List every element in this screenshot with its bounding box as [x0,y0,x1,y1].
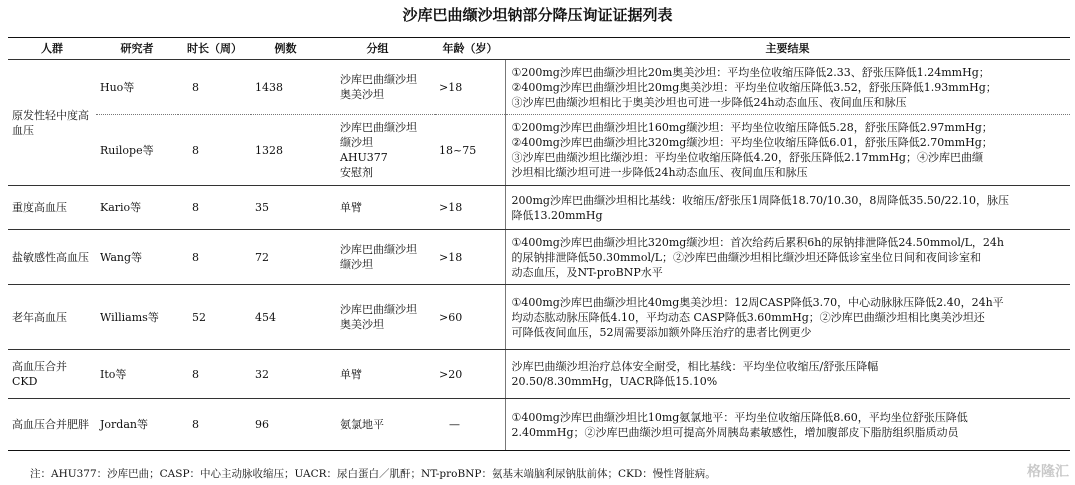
header-population: 人群 [8,38,96,60]
header-age: 年龄（岁） [435,38,505,60]
arm-item: 氨氯地平 [340,418,384,431]
cases-cell: 96 [251,399,320,451]
result-line: 沙坦相比缬沙坦可进一步降低24h动态血压、夜间血压和脉压 [511,166,808,179]
results-cell [505,350,1070,399]
age-cell: 18~75 [435,115,505,186]
table-title: 沙库巴曲缬沙坦钠部分降压询证证据列表 [402,6,673,24]
arms-cell [320,285,435,350]
result-line: 降低13.20mmHg [511,208,603,222]
table-footnote: 注：AHU377：沙库巴曲；CASP：中心主动脉收缩压；UACR：尿白蛋白／肌酐；NT-proBNP：氨基末端脑利尿钠肽前体；CKD：慢性肾脏病。 [30,468,716,480]
result-line: ③沙库巴曲缬沙坦相比于奥美沙坦也可进一步降低24h动态血压、夜间血压和脉压 [511,95,907,109]
duration-cell: 8 [178,230,251,285]
age-cell: >18 [435,186,505,230]
cases-cell: 35 [251,186,320,230]
header-arms: 分组 [320,38,435,60]
result-line: 2.40mmHg；②沙库巴曲缬沙坦可提高外周胰岛素敏感性，增加腹部皮下脂肪组织脂质动员 [511,425,959,439]
cases-cell: 1438 [251,60,320,115]
table-row [8,115,1070,186]
arm-item: 单臂 [340,201,362,214]
cases-cell: 1328 [251,115,320,186]
arms-cell [320,186,435,230]
researcher-cell: Jordan等 [96,399,178,451]
header-results: 主要结果 [505,38,1070,60]
table-row [8,186,1070,230]
result-line: ①400mg沙库巴曲缬沙坦比10mg氨氯地平：平均坐位收缩压降低8.60，平均坐位舒张压降低 [511,410,968,424]
duration-cell: 8 [178,60,251,115]
cases-cell: 32 [251,350,320,399]
researcher-cell: Huo等 [96,60,178,115]
result-line: ①200mg沙库巴曲缬沙坦比160mg缬沙坦：平均坐位收缩压降低5.28，舒张压降低2.97mmHg； [511,121,993,134]
arm-item: 沙库巴曲缬沙坦 [340,121,417,134]
population-cell: 高血压合并肥胖 [8,399,96,451]
researcher-cell: Wang等 [96,230,178,285]
table-row [8,285,1070,350]
arm-item: 沙库巴曲缬沙坦 [340,73,417,86]
result-line: ③沙库巴曲缬沙坦比缬沙坦：平均坐位收缩压降低4.20，舒张压降低2.17mmHg；④沙库巴曲缬 [511,151,983,164]
researcher-cell: Williams等 [96,285,178,350]
table-row [8,350,1070,399]
table-row [8,399,1070,451]
evidence-table [8,37,1070,451]
duration-cell: 8 [178,115,251,186]
table-row [8,60,1070,115]
result-line: 均动态肱动脉压降低4.10，平均动态 CASP降低3.60mmHg；②沙库巴曲缬沙坦相比奥美沙坦还 [511,310,985,324]
population-cell: 盐敏感性高血压 [8,230,96,285]
watermark: 格隆汇 [1027,464,1069,480]
age-cell: >18 [435,230,505,285]
result-line: ②400mg沙库巴曲缬沙坦比320mg缬沙坦：平均坐位收缩压降低6.01，舒张压降低2.70mmHg； [511,136,993,149]
population-cell: 重度高血压 [8,186,96,230]
researcher-cell: Ruilope等 [96,115,178,186]
results-cell [505,186,1070,230]
header-researcher: 研究者 [96,38,178,60]
results-cell [505,230,1070,285]
results-cell [505,60,1070,115]
researcher-cell: Ito等 [96,350,178,399]
age-cell: >20 [435,350,505,399]
population-cell: 老年高血压 [8,285,96,350]
arms-cell [320,60,435,115]
arm-item: AHU377 [340,151,388,164]
arm-item: 缬沙坦 [340,136,373,149]
age-cell: >18 [435,60,505,115]
arm-item: 缬沙坦 [340,258,373,271]
duration-cell: 52 [178,285,251,350]
result-line: 可降低夜间血压，52周需要添加额外降压治疗的患者比例更少 [511,325,812,339]
result-line: ②400mg沙库巴曲缬沙坦比20mg奥美沙坦：平均坐位收缩压降低3.52，舒张压降低1.93mmHg； [511,80,997,94]
arm-item: 安慰剂 [340,166,373,179]
age-cell: — [435,399,505,451]
duration-cell: 8 [178,399,251,451]
arm-item: 沙库巴曲缬沙坦 [340,303,417,316]
result-line: 动态血压，及NT-proBNP水平 [511,265,663,279]
result-line: 沙库巴曲缬沙坦治疗总体安全耐受，相比基线：平均坐位收缩压/舒张压降幅 [511,360,879,373]
arm-item: 单臂 [340,367,362,381]
cases-cell: 454 [251,285,320,350]
arms-cell [320,399,435,451]
result-line: ①400mg沙库巴曲缬沙坦比320mg缬沙坦：首次给药后累积6h的尿钠排泄降低24.50mmol/L，24h [511,235,1004,249]
duration-cell: 8 [178,186,251,230]
result-line: 20.50/8.30mmHg，UACR降低15.10% [511,375,718,388]
result-line: ①400mg沙库巴曲缬沙坦比40mg奥美沙坦：12周CASP降低3.70，中心动脉脉压降低2.40，24h平 [511,295,1004,309]
result-line: 200mg沙库巴曲缬沙坦相比基线：收缩压/舒张压1周降低18.70/10.30，8周降低35.50/22.10，脉压 [511,193,1010,207]
population-cell: 高血压合并CKD [8,350,96,399]
duration-cell: 8 [178,350,251,399]
arm-item: 奥美沙坦 [340,88,384,101]
table-header-row [8,38,1070,60]
arms-cell [320,350,435,399]
result-line: ①200mg沙库巴曲缬沙坦比20m奥美沙坦：平均坐位收缩压降低2.33、舒张压降低1.24mmHg； [511,65,990,79]
age-cell: >60 [435,285,505,350]
result-line: 的尿钠排泄降低50.30mmol/L；②沙库巴曲缬沙坦相比缬沙坦还降低诊室坐位日间和夜间诊室和 [511,250,982,264]
results-cell [505,115,1070,186]
results-cell [505,399,1070,451]
population-cell: 原发性轻中度高血压 [8,60,96,186]
researcher-cell: Kario等 [96,186,178,230]
arms-cell [320,115,435,186]
table-row [8,230,1070,285]
cases-cell: 72 [251,230,320,285]
arms-cell [320,230,435,285]
header-duration: 时长（周） [178,38,251,60]
arm-item: 奥美沙坦 [340,318,384,331]
results-cell [505,285,1070,350]
header-cases: 例数 [251,38,320,60]
arm-item: 沙库巴曲缬沙坦 [340,243,417,256]
